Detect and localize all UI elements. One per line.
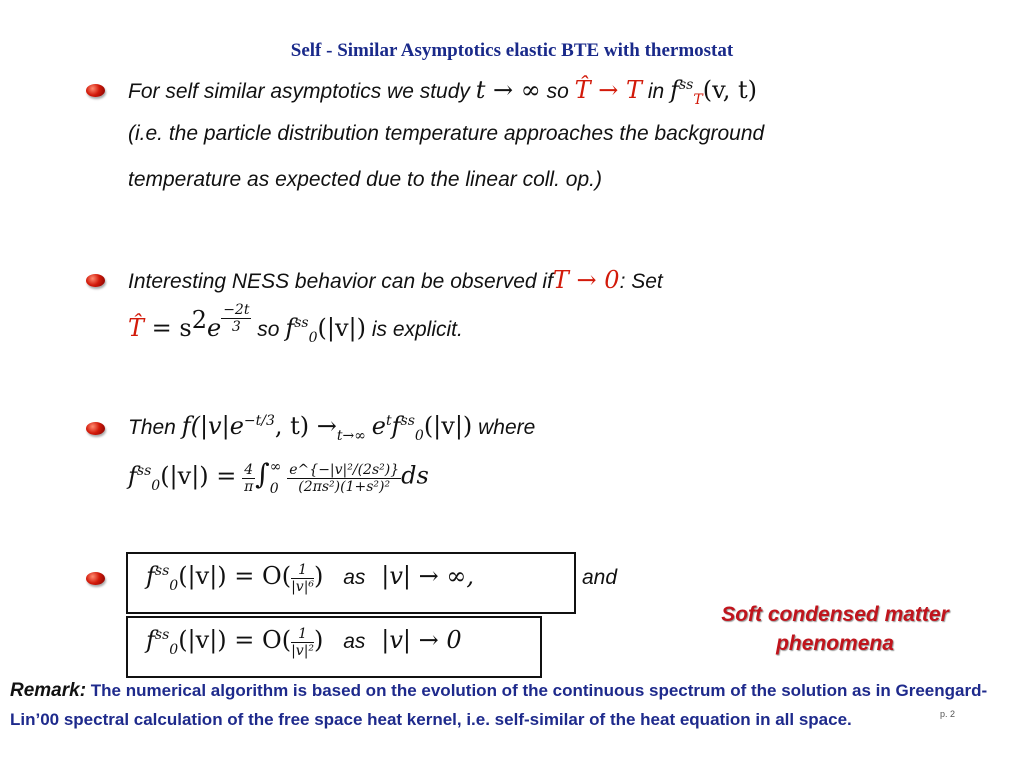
- bullet1-math-sub: T: [693, 91, 703, 108]
- box1-as: as: [343, 566, 366, 590]
- bullet3-math-f0-sub: 0: [414, 427, 424, 444]
- box2-den: |v|²: [291, 643, 315, 659]
- bullet1-math-sup: ss: [678, 77, 694, 93]
- bullet1-line3: temperature as expected due to the linear coll. op.): [128, 168, 602, 191]
- bullet2-exp-den: 3: [231, 319, 241, 335]
- bullet2-math-eq: = s: [144, 314, 192, 342]
- bullet3-lhs-f: f: [128, 461, 137, 490]
- bullet3-frac2-num: e^{−|v|²/(2s²)}: [289, 461, 400, 478]
- bullet2-prefix: Interesting NESS behavior can be observed if: [128, 270, 553, 293]
- bullet2-math-tail: (|v|): [317, 314, 366, 342]
- bullet2-suffix2: is explicit.: [371, 318, 463, 341]
- side-note-line2: phenomena: [776, 632, 894, 655]
- bullet3-math-limit: t→∞: [336, 427, 366, 444]
- side-note-line1: Soft condensed matter: [721, 603, 949, 626]
- bullet3-math-e-sup: t: [385, 413, 392, 429]
- bullet1-math-f: f: [670, 76, 679, 104]
- bullet2-math-e: e: [206, 314, 222, 342]
- bullet3-math-f0: f: [391, 412, 401, 440]
- box2-mid: (|v|) = O(: [178, 626, 292, 655]
- bullet3-frac2-den: (2πs²)(1+s²)²: [298, 478, 391, 495]
- bullet1-line2: (i.e. the particle distribution temperature approaches the background: [128, 122, 765, 145]
- bullet3-frac1-den: π: [244, 478, 254, 495]
- bullet3-math-arrow: , t) →: [274, 412, 337, 440]
- bullet2-math-that: T̂: [128, 314, 145, 342]
- bullet3-math-f0-tail: (|v|): [423, 412, 473, 440]
- bullet3-frac1-num: 4: [244, 461, 254, 478]
- box2-as: as: [343, 630, 366, 654]
- bullet1-math-temp-limit: T̂ → T: [574, 76, 643, 104]
- bullet3-line1: [128, 412, 535, 444]
- bullet2-math-sup: ss: [294, 315, 309, 331]
- box1-sup: ss: [154, 563, 170, 580]
- bullet1-math-t-limit: t → ∞: [475, 76, 541, 104]
- box1-close: ): [314, 562, 324, 591]
- bullet2-math-f: f: [285, 314, 295, 342]
- box2-sub: 0: [169, 641, 179, 658]
- bullet2-math-sub: 0: [308, 329, 318, 346]
- bullet3-math-e: e: [371, 412, 386, 440]
- bullet1-line1: [128, 76, 757, 108]
- bullet3-int-sub: 0: [269, 481, 279, 497]
- bullet3-math-f: f(|v|e: [181, 412, 244, 440]
- bullet1-so: so: [546, 80, 569, 103]
- bullet-icon: [86, 274, 105, 287]
- remark-label: Remark:: [10, 680, 87, 701]
- bullet3-prefix: Then: [128, 416, 176, 439]
- box1-f: f: [146, 562, 155, 591]
- bullet4-box2-eq: [146, 626, 462, 659]
- bullet2-suffix: : Set: [619, 270, 663, 293]
- box1-den: |v|⁶: [291, 579, 315, 595]
- box1-tail: |v| → ∞,: [381, 562, 474, 591]
- bullet3-integral: ∫: [255, 457, 270, 491]
- bullet4-box1-eq: [146, 562, 474, 595]
- bullet2-line2: [128, 302, 463, 346]
- bullet4-and: and: [582, 566, 618, 589]
- page-number: p. 2: [940, 709, 956, 719]
- bullet1-math-tail: (v, t): [702, 76, 758, 104]
- remark-text: The numerical algorithm is based on the evolution of the continuous spectrum of the solution as in Greengard-Lin’00 spectral calculation of the free space heat kernel, i.e. self-similar of the heat equation in all space.: [10, 681, 988, 729]
- box2-num: 1: [291, 626, 314, 643]
- bullet2-so: so: [257, 318, 280, 341]
- bullet3-math-f0-sup: ss: [400, 413, 415, 429]
- bullet3-line2: [128, 456, 429, 500]
- bullet2-math-sq: 2: [191, 306, 207, 334]
- slide-title: Self - Similar Asymptotics elastic BTE with thermostat: [290, 40, 734, 61]
- bullet1-in: in: [647, 80, 665, 103]
- side-note: [690, 600, 980, 658]
- remark-paragraph: [10, 676, 1000, 734]
- bullet1-prefix: For self similar asymptotics we study: [128, 80, 470, 103]
- box2-close: ): [314, 626, 324, 655]
- box1-mid: (|v|) = O(: [178, 562, 292, 591]
- bullet-icon: [86, 84, 105, 97]
- box2-f: f: [146, 626, 155, 655]
- bullet3-lhs-sub: 0: [151, 477, 161, 494]
- bullet2-math-t-zero: T → 0: [552, 266, 620, 294]
- bullet3-ds: ds: [401, 461, 429, 490]
- bullet3-lhs-tail: (|v|) =: [160, 461, 237, 490]
- box1-num: 1: [291, 562, 314, 579]
- bullet-icon: [86, 422, 105, 435]
- box2-tail: |v| → 0: [381, 626, 462, 655]
- bullet3-lhs-sup: ss: [136, 462, 152, 479]
- bullet3-math-exp: −t/3: [243, 413, 275, 429]
- bullet2-line1: [128, 266, 663, 294]
- box1-sub: 0: [169, 577, 179, 594]
- bullet2-exp-num: −2t: [223, 302, 250, 318]
- bullet3-where: where: [478, 416, 536, 439]
- bullet-icon: [86, 572, 105, 585]
- bullet3-int-sup: ∞: [269, 459, 282, 475]
- box2-sup: ss: [154, 627, 170, 644]
